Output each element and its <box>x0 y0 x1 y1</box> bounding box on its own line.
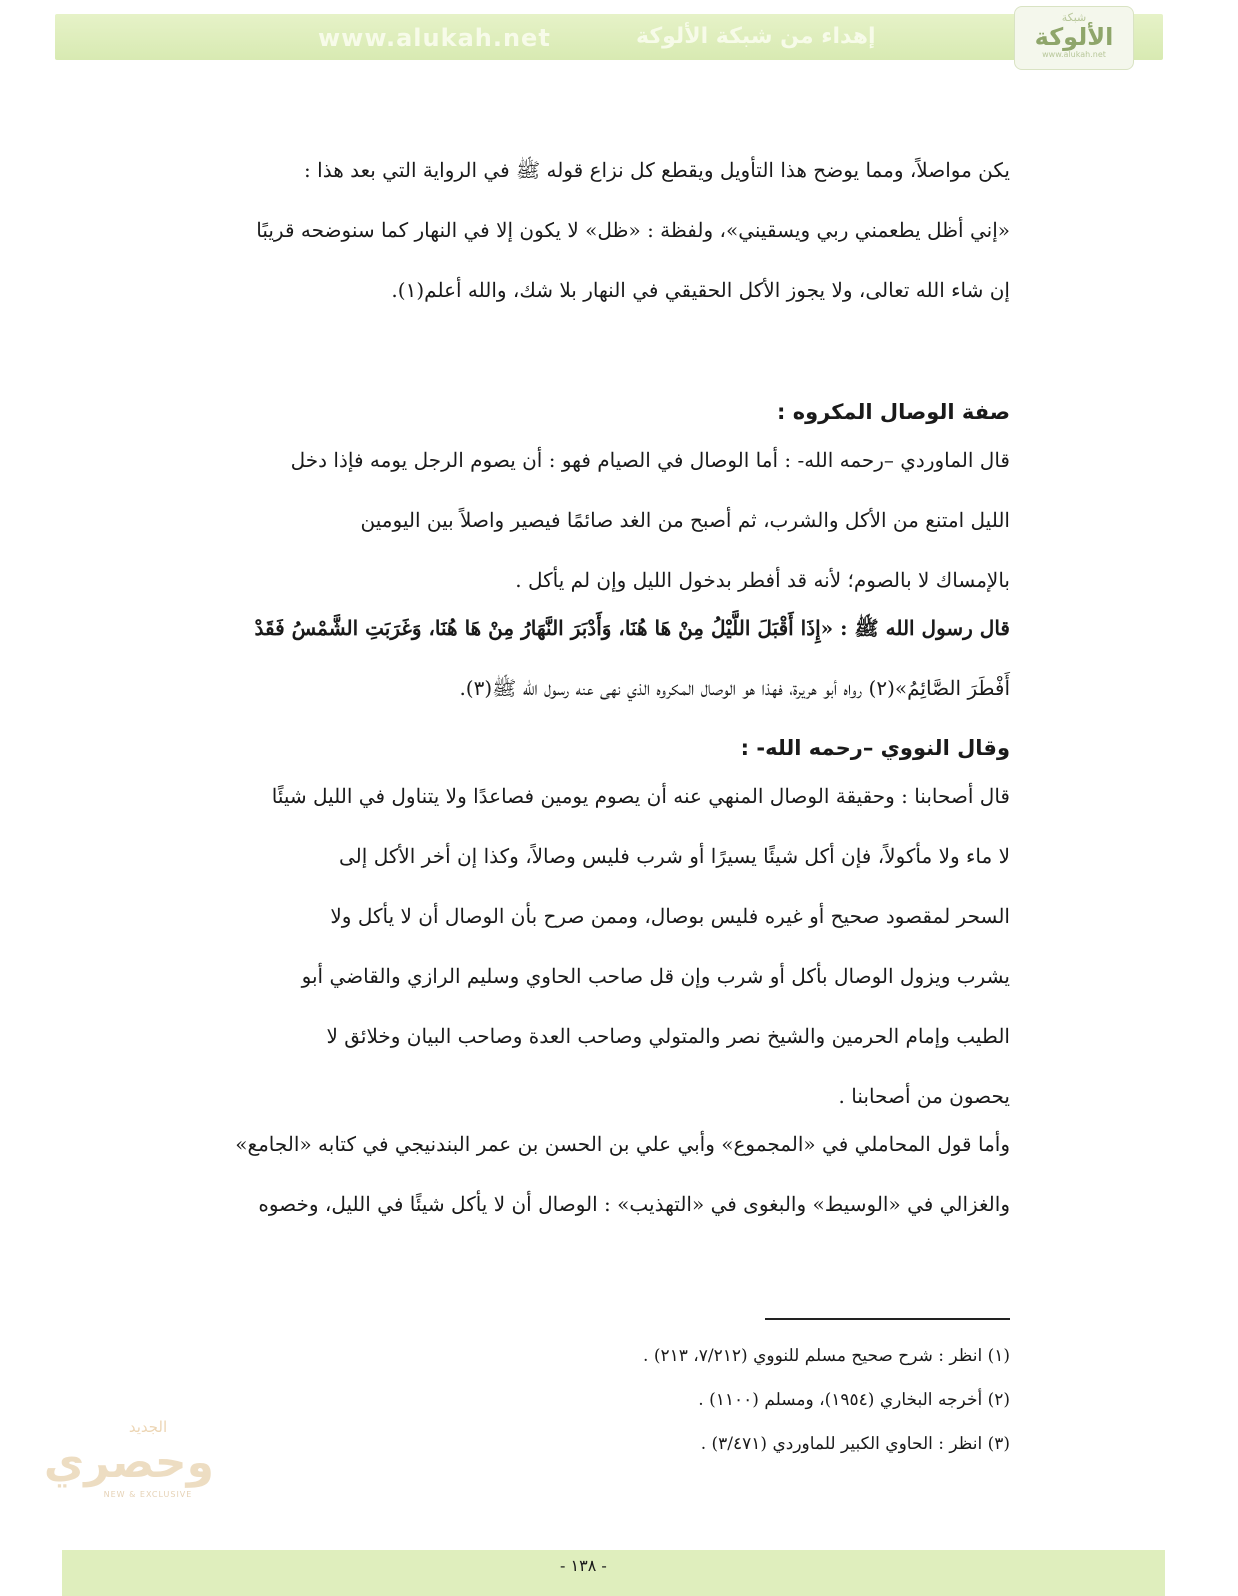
footnote-divider <box>765 1318 1010 1320</box>
body-line: يحصون من أصحابنا . <box>838 1084 1010 1108</box>
watermark-bottom-text: NEW & EXCLUSIVE <box>103 1490 193 1499</box>
logo-url-text: www.alukah.net <box>1042 50 1106 59</box>
body-line: إن شاء الله تعالى، ولا يجوز الأكل الحقيقي في النهار بلا شك، والله أعلم(١). <box>391 278 1010 302</box>
body-line: بالإمساك لا بالصوم؛ لأنه قد أفطر بدخول الليل وإن لم يأكل . <box>515 568 1010 592</box>
footnote-item: (٣) انظر : الحاوي الكبير للماوردي (٣/٤٧١) . <box>700 1434 1010 1454</box>
body-line: وأما قول المحاملي في «المجموع» وأبي علي بن الحسن بن عمر البندنيجي في كتابه «الجامع» <box>235 1132 1010 1156</box>
body-line: قال أصحابنا : وحقيقة الوصال المنهي عنه أن يصوم يومين فصاعدًا ولا يتناول في الليل شيئًا <box>271 784 1010 808</box>
body-line: الليل امتنع من الأكل والشرب، ثم أصبح من الغد صائمًا فيصير واصلاً بين اليومين <box>360 508 1010 532</box>
logo-small-text: شبكة <box>1061 11 1087 24</box>
body-line: والغزالي في «الوسيط» والبغوى في «التهذيب» : الوصال أن لا يأكل شيئًا في الليل، وخصوه <box>258 1192 1010 1216</box>
section-heading: صفة الوصال المكروه : <box>776 400 1010 424</box>
body-line: السحر لمقصود صحيح أو غيره فليس بوصال، وممن صرح بأن الوصال أن لا يأكل ولا <box>330 904 1010 928</box>
gift-text: إهداء من شبكة الألوكة <box>636 24 876 49</box>
subheading: وقال النووي –رحمه الله- : <box>740 736 1010 760</box>
watermark-logo <box>43 1418 214 1530</box>
page-number: - ١٣٨ - <box>560 1556 607 1575</box>
header-banner <box>55 14 1163 60</box>
body-line: يشرب ويزول الوصال بأكل أو شرب وإن قل صاحب الحاوي وسليم الرازي والقاضي أبو <box>301 964 1010 988</box>
watermark-top-text: الجديد <box>128 1418 168 1436</box>
footnotes <box>440 1342 1010 1474</box>
footnote-item: (٢) أخرجه البخاري (١٩٥٤)، ومسلم (١١٠٠) . <box>698 1390 1010 1410</box>
watermark-main-text: وحصري <box>43 1437 214 1488</box>
footer-band <box>62 1550 1165 1596</box>
body-line: قال الماوردي –رحمه الله- : أما الوصال في الصيام فهو : أن يصوم الرجل يومه فإذا دخل <box>290 448 1010 472</box>
logo-main-text: الألوكة <box>1034 23 1114 51</box>
footnote-item: (١) انظر : شرح صحيح مسلم للنووي (٧/٢١٢، ٢١٣) . <box>643 1346 1010 1366</box>
document-body <box>205 150 1010 1244</box>
body-line: لا ماء ولا مأكولاً، فإن أكل شيئًا يسيرًا أو شرب فليس وصالاً، وكذا إن أخر الأكل إلى <box>339 844 1010 868</box>
body-line: الطيب وإمام الحرمين والشيخ نصر والمتولي وصاحب العدة وصاحب البيان وخلائق لا <box>326 1024 1010 1048</box>
body-line: أَفْطَرَ الصَّائِمُ»(٢) رواه أبو هريرة، فهذا هو الوصال المكروه الذي نهى عنه رسول الله ﷺ(٣). <box>459 676 1010 700</box>
body-line: «إني أظل يطعمني ربي ويسقيني»، ولفظة : «ظل» لا يكون إلا في النهار كما سنوضحه قريبًا <box>256 218 1010 242</box>
hadith-line: قال رسول الله ﷺ : «إِذَا أَقْبَلَ اللَّيْلُ مِنْ هَا هُنَا، وَأَدْبَرَ النَّهَارُ مِنْ هَا هُنَا، وَغَرَبَتِ الشَّمْسُ فَقَدْ <box>254 616 1010 640</box>
site-url: www.alukah.net <box>318 24 551 52</box>
site-logo <box>1014 6 1134 70</box>
body-line: يكن مواصلاً، ومما يوضح هذا التأويل ويقطع كل نزاع قوله ﷺ في الرواية التي بعد هذا : <box>304 158 1010 182</box>
blank-line <box>205 330 1010 392</box>
